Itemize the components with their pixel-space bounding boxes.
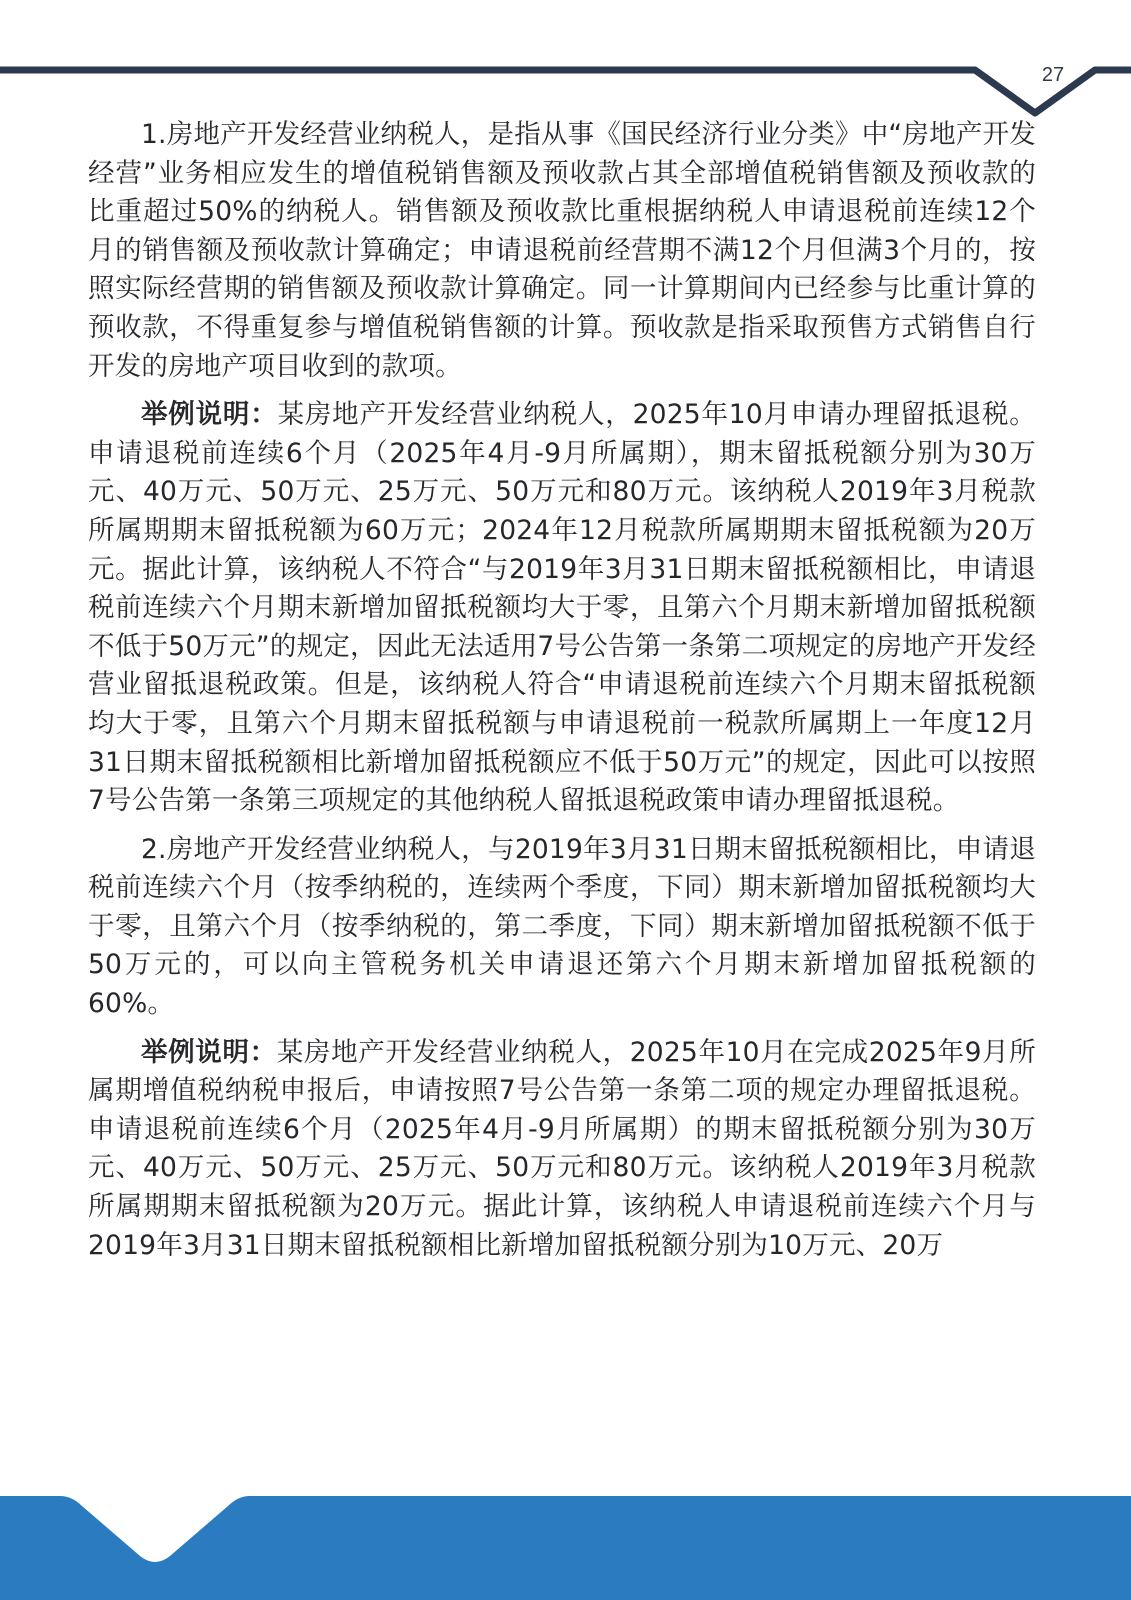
footer-band-shape	[0, 1496, 1131, 1600]
example-label: 举例说明：	[141, 399, 278, 431]
paragraph-4	[88, 1034, 1036, 1266]
paragraph-text: 某房地产开发经营业纳税人，2025年10月申请办理留抵退税。申请退税前连续6个月（2025年4月-9月所属期），期末留抵税额分别为30万元、40万元、50万元、25万元、50万元和80万元。该纳税人2019年3月税款所属期期末留抵税额为60万元；2024年12月税款所属期期末留抵税额为20万元。据此计算，该纳税人不符合“与2019年3月31日期末留抵税额相比，申请退税前连续六个月期末新增加留抵税额均大于零，且第六个月期末新增加留抵税额不低于50万元”的规定，因此无法适用7号公告第一条第二项规定的房地产开发经营业留抵退税政策。但是，该纳税人符合“申请退税前连续六个月期末留抵税额均大于零，且第六个月期末留抵税额与申请退税前一税款所属期上一年度12月31日期末留抵税额相比新增加留抵税额应不低于50万元”的规定，因此可以按照7号公告第一条第三项规定的其他纳税人留抵退税政策申请办理留抵退税。	[88, 399, 1036, 817]
paragraph-1	[88, 116, 1036, 386]
header-rule	[0, 0, 1131, 130]
paragraph-2	[88, 396, 1036, 821]
footer-band	[0, 1490, 1131, 1600]
paragraph-text: 某房地产开发经营业纳税人，2025年10月在完成2025年9月所属期增值税纳税申报后，申请按照7号公告第一条第二项的规定办理留抵退税。申请退税前连续6个月（2025年4月-9月所属期）的期末留抵税额分别为30万元、40万元、50万元、25万元、50万元和80万元。该纳税人2019年3月税款所属期期末留抵税额为20万元。据此计算，该纳税人申请退税前连续六个月与2019年3月31日期末留抵税额相比新增加留抵税额分别为10万元、20万	[88, 1036, 1036, 1261]
example-label: 举例说明：	[141, 1036, 277, 1068]
paragraph-text: 2.房地产开发经营业纳税人，与2019年3月31日期末留抵税额相比，申请退税前连续六个月（按季纳税的，连续两个季度，下同）期末新增加留抵税额均大于零，且第六个月（按季纳税的，第二季度，下同）期末新增加留抵税额不低于50万元的，可以向主管税务机关申请退还第六个月期末新增加留抵税额的60%。	[88, 833, 1036, 1020]
header-rule-line	[0, 70, 1131, 113]
page-number: 27	[1041, 64, 1065, 86]
paragraph-text: 1.房地产开发经营业纳税人，是指从事《国民经济行业分类》中“房地产开发经营”业务相应发生的增值税销售额及预收款占其全部增值税销售额及预收款的比重超过50%的纳税人。销售额及预收款比重根据纳税人申请退税前连续12个月的销售额及预收款计算确定；申请退税前经营期不满12个月但满3个月的，按照实际经营期的销售额及预收款计算确定。同一计算期间内已经参与比重计算的预收款，不得重复参与增值税销售额的计算。预收款是指采取预售方式销售自行开发的房地产项目收到的款项。	[88, 119, 1036, 382]
body-text	[88, 116, 1036, 1265]
paragraph-3	[88, 831, 1036, 1024]
